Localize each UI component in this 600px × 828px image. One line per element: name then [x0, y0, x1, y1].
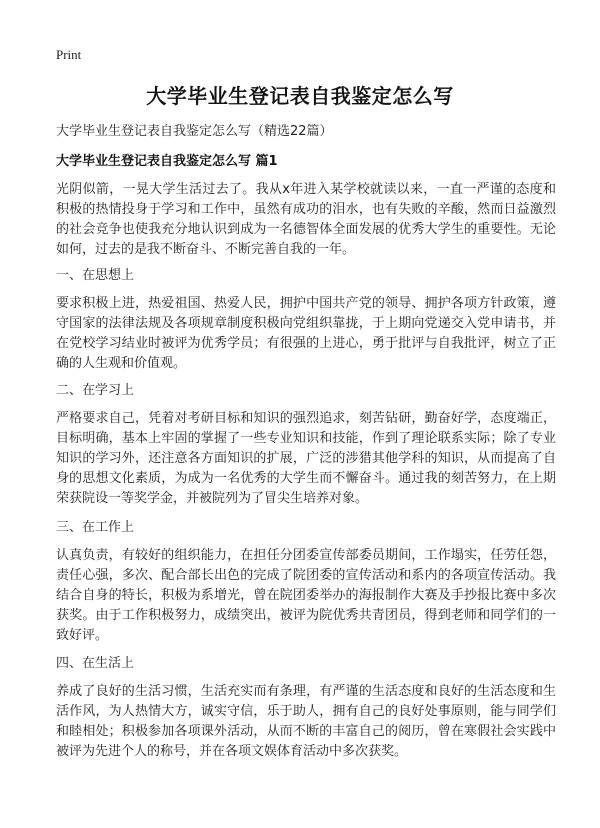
- section-heading-work: 三、在工作上: [56, 520, 135, 535]
- section-body-work: 认真负责，有较好的组织能力，在担任分团委宣传部委员期间，工作塌实，任劳任怨，责任心强，多次、配合部长出色的完成了院团委的宣传活动和系内的各项宣传活动。我结合自身的特长，积极为系增光，曾在院团委举办的海报制作大赛及手抄报比赛中多次获奖。由于工作积极努力，成绩突出，被评为院优秀共青团员，得到老师和同学们的一致好评。: [56, 548, 556, 643]
- print-link[interactable]: Print: [56, 47, 82, 62]
- section-body-study: 严格要求自己，凭着对考研目标和知识的强烈追求，刻苦钻研，勤奋好学，态度端正，目标明确，基本上牢固的掌握了一些专业知识和技能，作到了理论联系实际；除了专业知识的学习外，还注意各方面知识的扩展，广泛的涉猎其他学科的知识，从而提高了自身的思想文化素质，为成为一名优秀的大学生而不懈奋斗。通过我的刻苦努力，在上期荣获院设一等奖学金，并被院列为了冒尖生培养对象。: [56, 411, 556, 506]
- section-heading-study: 二、在学习上: [56, 383, 135, 398]
- section-heading-life: 四、在生活上: [56, 656, 135, 671]
- section-body-thought: 要求积极上进，热爱祖国、热爱人民，拥护中国共产党的领导、拥护各项方针政策，遵守国家的法律法规及各项规章制度积极向党组织靠拢，于上期向党递交入党申请书，并在党校学习结业时被评为优秀学员；有很强的上进心，勇于批评与自我批评，树立了正确的人生观和价值观。: [56, 296, 556, 371]
- document-subtitle: 大学毕业生登记表自我鉴定怎么写（精选22篇）: [56, 124, 333, 139]
- section-body-life: 养成了良好的生活习惯，生活充实而有条理，有严谨的生活态度和良好的生活态度和生活作风，为人热情大方，诚实守信，乐于助人，拥有自己的良好处事原则，能与同学们和睦相处；积极参加各项课外活动，从而不断的丰富自己的阅历，曾在寒假社会实践中被评为先进个人的称号，并在各项文娱体育活动中多次获奖。: [56, 684, 556, 759]
- section-heading-thought: 一、在思想上: [56, 268, 135, 283]
- intro-paragraph: 光阴似箭，一晃大学生活过去了。我从x年进入某学校就读以来，一直一严谨的态度和积极的热情投身于学习和工作中，虽然有成功的泪水，也有失败的辛酸，然而日益激烈的社会竞争也使我充分地认识到成为一名德智体全面发展的优秀大学生的重要性。无论如何，过去的是我不断奋斗、不断完善自我的一年。: [56, 182, 556, 257]
- article-heading: 大学毕业生登记表自我鉴定怎么写 篇1: [56, 154, 278, 169]
- page-title: 大学毕业生登记表自我鉴定怎么写: [146, 84, 454, 108]
